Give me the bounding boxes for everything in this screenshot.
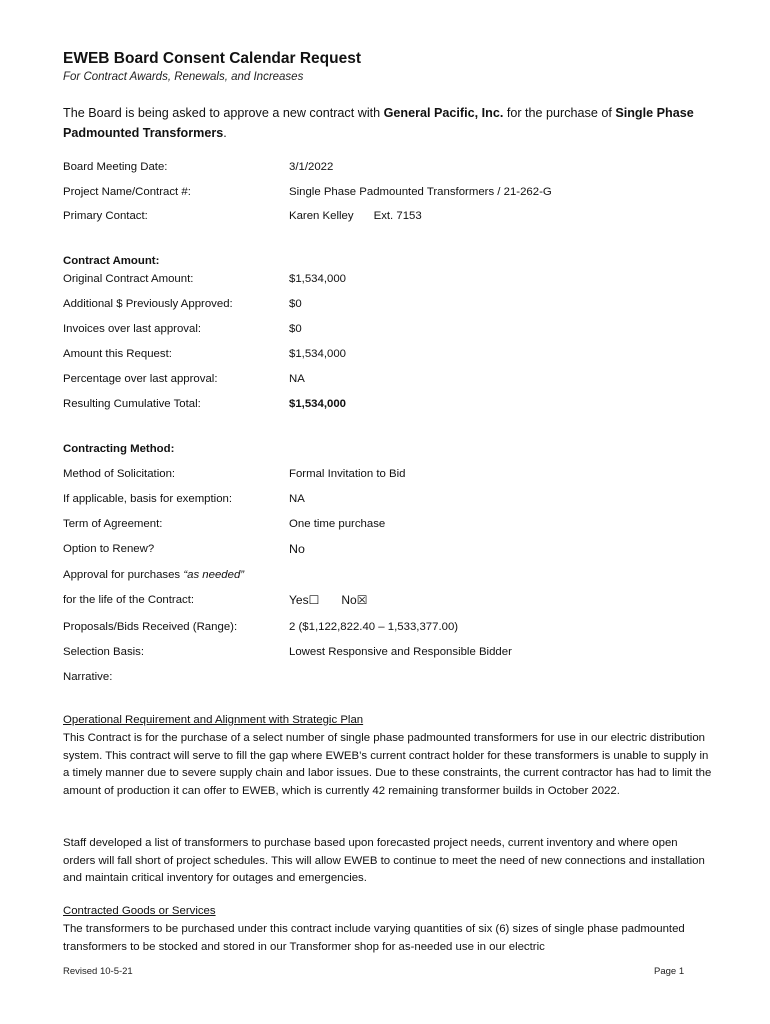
selection-basis-label: Selection Basis: (63, 646, 145, 658)
percentage-label: Percentage over last approval: (63, 373, 218, 385)
approval-prefix: Approval for purchases (63, 569, 184, 581)
project-value: Single Phase Padmounted Transformers / 21-262-G (289, 186, 552, 198)
proposals-label: Proposals/Bids Received (Range): (63, 621, 238, 633)
invoices-value: $0 (289, 323, 302, 335)
document-title: EWEB Board Consent Calendar Request (63, 50, 361, 67)
meeting-date-value: 3/1/2022 (289, 161, 334, 173)
percentage-value: NA (289, 373, 305, 385)
as-needed-choice (289, 593, 367, 607)
additional-approved-label: Additional $ Previously Approved: (63, 298, 233, 310)
proposals-value: 2 ($1,122,822.40 – 1,533,377.00) (289, 621, 459, 633)
cumulative-total-value: $1,534,000 (289, 398, 347, 410)
selection-basis-value: Lowest Responsive and Responsible Bidder (289, 646, 512, 658)
narrative-label: Narrative: (63, 671, 113, 683)
contact-name: Karen Kelley (289, 210, 354, 222)
contract-amount-heading: Contract Amount: (63, 255, 160, 267)
solicitation-value: Formal Invitation to Bid (289, 468, 406, 480)
exemption-label: If applicable, basis for exemption: (63, 493, 233, 505)
section-operational-paragraph-1: This Contract is for the purchase of a select number of single phase padmounted transformers for use in our electric distribution system. This contract will serve to fill the gap where EWEB’s current contract holder for these transformers is unable to supply in a timely manner due to severe supply chain and labor issues. Due to these constraints, the current contractor has had to limit the amount of production it can offer to EWEB, which is currently 42 remaining transformer builds in October 2022. (63, 732, 712, 797)
term-label: Term of Agreement: (63, 518, 163, 530)
amount-request-value: $1,534,000 (289, 348, 347, 360)
section-contracted-goods-paragraph: The transformers to be purchased under this contract include varying quantities of six (6) sizes of single phase padmounted transformers to be stocked and stored in our Transformer shop for as-needed use in our electric (63, 923, 685, 953)
intro-product: Single Phase Padmounted Transformers (63, 106, 694, 140)
no-checkbox[interactable]: ☒ (356, 593, 368, 607)
primary-contact-label: Primary Contact: (63, 210, 148, 222)
section-operational-paragraph-2: Staff developed a list of transformers to purchase based upon forecasted project needs, current inventory and where open orders will fall short of project schedules. This will allow EWEB to continue to meet the need of new connections and installation and maintain critical inventory for outages and emergencies. (63, 837, 705, 885)
original-amount-value: $1,534,000 (289, 273, 347, 285)
approval-as-needed-label (63, 569, 244, 581)
yes-label: Yes (289, 593, 309, 607)
meeting-date-label: Board Meeting Date: (63, 161, 168, 173)
term-value: One time purchase (289, 518, 386, 530)
section-contracted-goods-heading: Contracted Goods or Services (63, 905, 216, 917)
primary-contact-value (289, 210, 422, 222)
document-subtitle: For Contract Awards, Renewals, and Increases (63, 71, 304, 83)
section-operational-heading: Operational Requirement and Alignment with Strategic Plan (63, 714, 364, 726)
solicitation-label: Method of Solicitation: (63, 468, 176, 480)
invoices-label: Invoices over last approval: (63, 323, 202, 335)
life-of-contract-label: for the life of the Contract: (63, 594, 195, 606)
renew-value: No (289, 542, 305, 556)
intro-statement (63, 103, 713, 143)
contact-ext: Ext. 7153 (373, 210, 422, 222)
intro-middle: for the purchase of (503, 106, 616, 120)
cumulative-total-label: Resulting Cumulative Total: (63, 398, 201, 410)
amount-request-label: Amount this Request: (63, 348, 172, 360)
footer-revised: Revised 10-5-21 (63, 966, 133, 977)
exemption-value: NA (289, 493, 305, 505)
approval-as-needed: “as needed” (183, 569, 245, 581)
intro-vendor: General Pacific, Inc. (383, 106, 504, 120)
contracting-method-heading: Contracting Method: (63, 443, 175, 455)
intro-prefix: The Board is being asked to approve a new contract with (63, 106, 384, 120)
renew-label: Option to Renew? (63, 543, 155, 555)
no-label: No (341, 593, 357, 607)
original-amount-label: Original Contract Amount: (63, 273, 194, 285)
intro-suffix: . (223, 126, 227, 140)
project-label: Project Name/Contract #: (63, 186, 191, 198)
footer-page-number: Page 1 (654, 966, 685, 977)
yes-checkbox[interactable]: ☐ (308, 593, 320, 607)
additional-approved-value: $0 (289, 298, 302, 310)
